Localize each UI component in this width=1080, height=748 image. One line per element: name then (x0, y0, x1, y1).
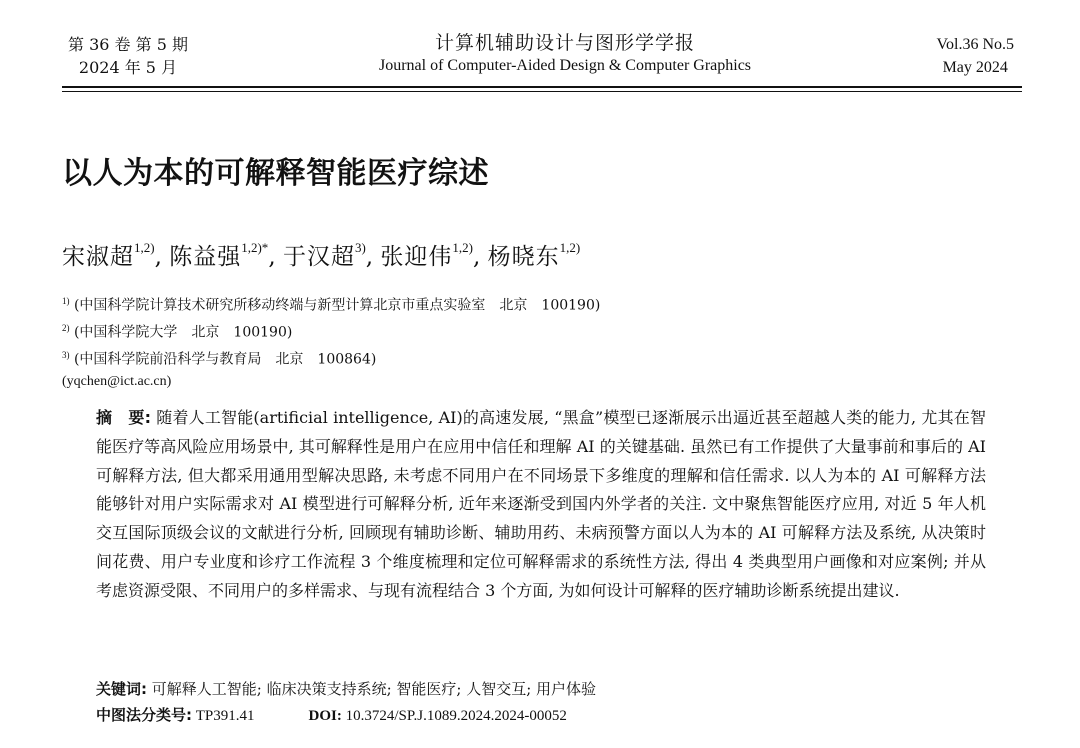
journal-name-cn: 计算机辅助设计与图形学学报 (434, 32, 695, 54)
author-affiliation-mark: 3) (354, 240, 366, 256)
journal-name (0, 31, 1080, 77)
header-rule-thick (62, 86, 1022, 88)
author-separator: , (473, 244, 488, 270)
author-list (62, 238, 580, 271)
doi-value: 10.3724/SP.J.1089.2024.2024-00052 (341, 708, 567, 724)
affiliation-text: (中国科学院前沿科学与教育局 北京 100864) (73, 351, 377, 368)
journal-header (0, 0, 1080, 92)
author (62, 240, 170, 270)
publication-date-en: May 2024 (942, 59, 1008, 76)
paper-title: 以人为本的可解释智能医疗综述 (62, 156, 489, 191)
author-name: 宋淑超 (62, 244, 134, 270)
abstract-text: 随着人工智能(artificial intelligence, AI)的高速发展, “黑盒”模型已逐渐展示出逼近甚至超越人类的能力, 尤其在智能医疗等高风险应用场景中, 其可解释性是用户在应用中信任和理解 AI 的关键基础. 虽然已有工作提供了大量事前和事后的 AI 可解释方法, 但大都采用通用型解决思路, 未考虑不同用户在不同场景下多维度的理解和信任需求. 以人为本的 AI 可解释方法能够针对用户实际需求对 AI 模型进行可解释分析, 近年来逐渐受到国内外学者的关注. 文中聚焦智能医疗应用, 对近 5 年人机交互国际顶级会议的文献进行分析, 回顾现有辅助诊断、辅助用药、未病预警方面以人为本的 AI 可解释方法及系统, 从决策时间花费、用户专业度和诊疗工作流程 3 个维度梳理和定位可解释需求的系统性方法, 得出 4 类典型用户画像和对应案例; 并从考虑资源受限、不同用户的多样需求、与现有流程结合 3 个方面, 为如何设计可解释的医疗辅助诊断系统提出建议. (96, 408, 986, 600)
author-name: 张迎伟 (380, 244, 453, 270)
author (282, 240, 381, 270)
header-rule-thin (62, 91, 1022, 92)
doi-label: DOI: (308, 708, 342, 724)
author-name: 于汉超 (282, 244, 355, 270)
affiliation-mark: 2) (62, 323, 70, 334)
clc-value: TP391.41 (192, 708, 255, 724)
affiliation-text: (中国科学院计算技术研究所移动终端与新型计算北京市重点实验室 北京 100190) (73, 297, 601, 314)
author-name: 杨晓东 (487, 244, 560, 270)
affiliation-item (62, 317, 600, 344)
author-separator: , (154, 244, 170, 270)
author-affiliation-mark: 1,2)* (241, 240, 269, 256)
keywords-label: 关键词: (96, 680, 147, 698)
affiliation-mark: 1) (62, 296, 70, 306)
author-affiliation-mark: 1,2) (452, 240, 473, 256)
keywords-text: 可解释人工智能; 临床决策支持系统; 智能医疗; 人智交互; 用户体验 (147, 680, 597, 698)
abstract (96, 404, 986, 606)
volume-issue-en: Vol.36 No.5 (936, 36, 1014, 53)
abstract-label: 摘 要: (96, 408, 151, 427)
affiliation-text: (中国科学院大学 北京 100190) (73, 324, 293, 341)
author-affiliation-mark: 1,2) (559, 240, 581, 256)
author-separator: , (268, 244, 283, 270)
author (169, 240, 283, 270)
author-name: 陈益强 (169, 244, 242, 270)
author-affiliation-mark: 1,2) (134, 240, 155, 256)
publication-date-cn: 2024 年 5 月 (78, 58, 178, 77)
clc-label: 中图法分类号: (96, 706, 192, 724)
affiliation-list (62, 290, 600, 394)
affiliation-item (62, 344, 600, 371)
author (487, 240, 581, 270)
journal-name-en: Journal of Computer-Aided Design & Computer Graphics (378, 57, 752, 74)
author-separator: , (365, 244, 381, 270)
affiliation-mark: 3) (62, 350, 70, 361)
classification-line (96, 702, 567, 729)
corresponding-email: (yqchen@ict.ac.cn) (62, 374, 172, 390)
volume-issue-cn: 第 36 卷 第 5 期 (68, 35, 188, 54)
author (380, 240, 488, 270)
issue-info-en (937, 33, 1015, 79)
keywords (96, 676, 596, 702)
affiliation-item (62, 290, 600, 317)
